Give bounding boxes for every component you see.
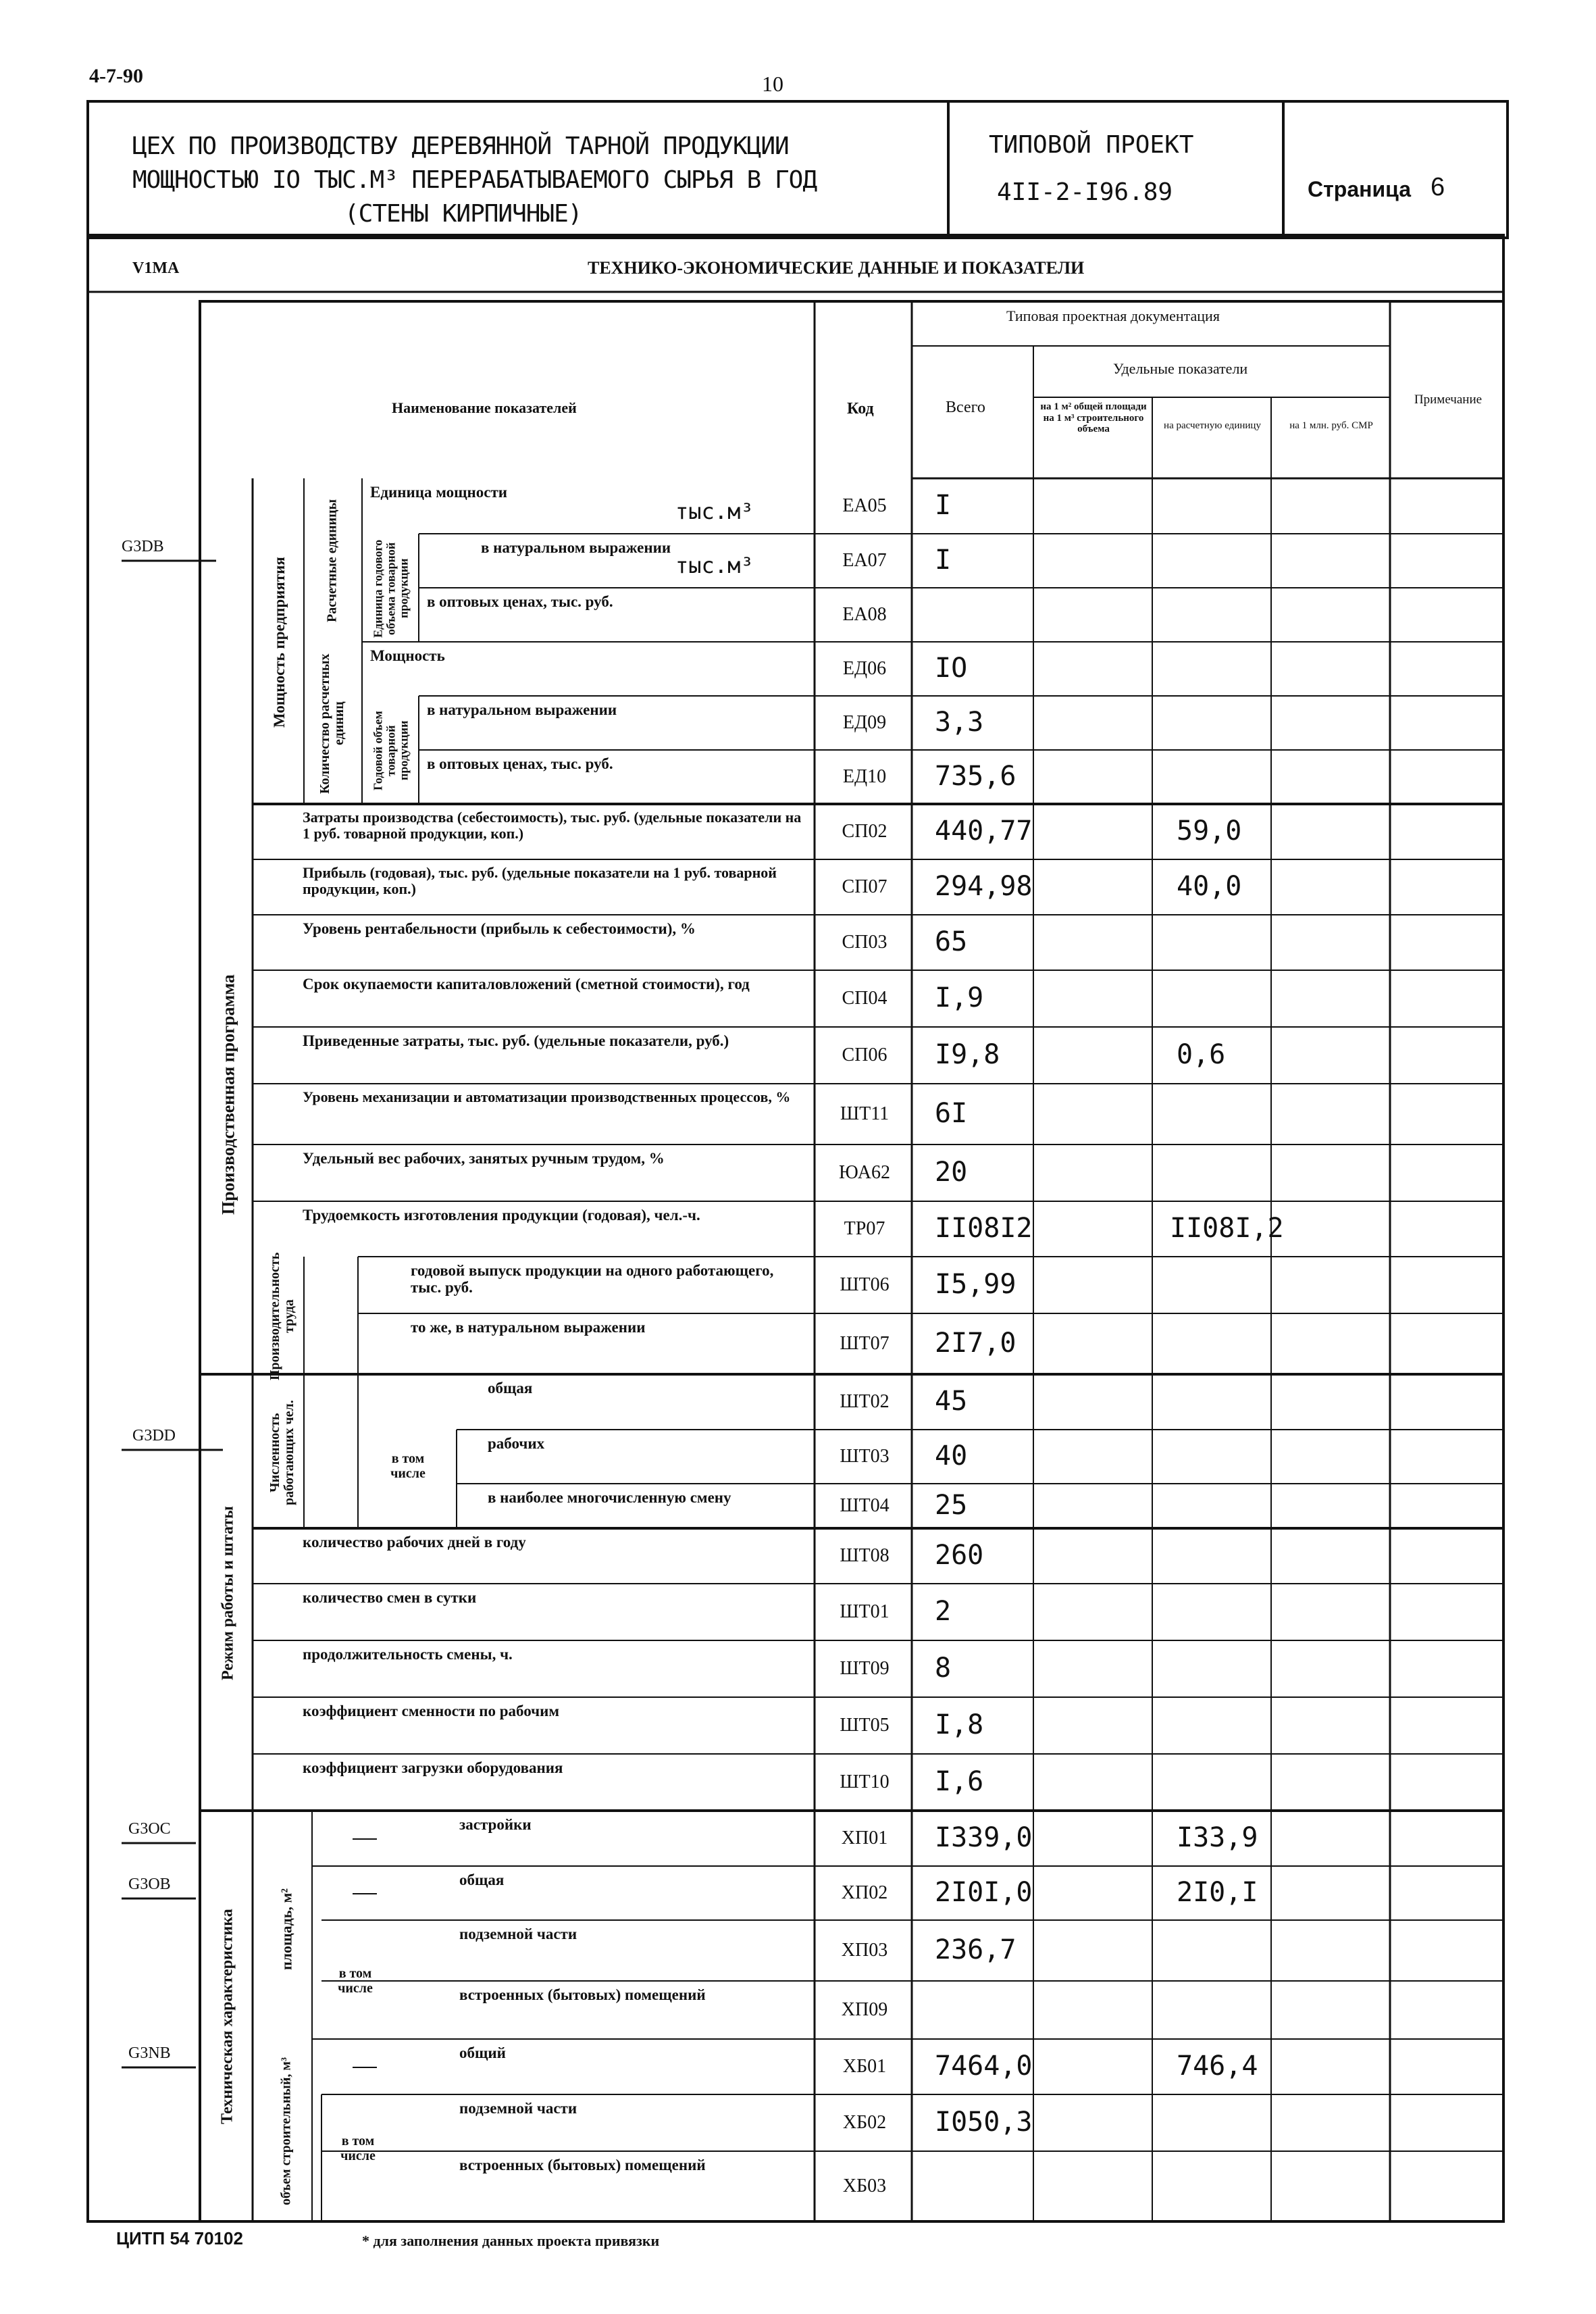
margin-code-g3db: G3DB xyxy=(122,538,164,555)
row-label: в натуральном выражении xyxy=(427,701,617,718)
col-per-unit-header: на расчетную единицу xyxy=(1164,420,1261,431)
row-specific-value: 59,0 xyxy=(1177,815,1242,847)
row-label: Приведенные затраты, тыс. руб. (удельные показатели, руб.) xyxy=(303,1032,729,1049)
row-label: Затраты производства (себестоимость), тыс. руб. (удельные показатели на 1 руб. товарной продукции, коп.) xyxy=(303,809,802,842)
row-label: Прибыль (годовая), тыс. руб. (удельные показатели на 1 руб. товарной продукции, коп.) xyxy=(303,864,777,898)
col-per-m2-header: на 1 м² общей площади на 1 м³ строительного объема xyxy=(1040,401,1147,434)
dash-mark xyxy=(353,2067,377,2068)
project-label: ТИПОВОЙ ПРОЕКТ xyxy=(989,131,1194,159)
row-total-value: I xyxy=(935,545,952,576)
group-productivity: Производительность труда xyxy=(267,1252,297,1380)
row-total-value: 260 xyxy=(935,1540,984,1571)
row-unit: тыс.м³ xyxy=(675,553,754,578)
incl-label-area: в том числе xyxy=(338,1966,373,1996)
row-code: ХБ02 xyxy=(842,2112,887,2133)
row-code: ШТ01 xyxy=(840,1601,890,1622)
row-total-value: 3,3 xyxy=(935,707,984,738)
row-code: СП07 xyxy=(842,876,887,897)
row-label: продолжительность смены, ч. xyxy=(303,1646,513,1663)
group-count-units: Количество расчетных единиц xyxy=(317,653,346,794)
row-label: коэффициент загрузки оборудования xyxy=(303,1759,563,1776)
row-code: ЕА08 xyxy=(842,604,887,625)
incl-label-volume: в том числе xyxy=(340,2134,376,2163)
col-name-header: Наименование показателей xyxy=(392,399,577,416)
row-code: ЕД10 xyxy=(842,766,887,787)
row-total-value: I339,0 xyxy=(935,1822,1033,1853)
row-label: встроенных (бытовых) помещений xyxy=(459,2157,706,2173)
row-total-value: 20 xyxy=(935,1157,968,1188)
section-code: V1MA xyxy=(132,259,180,277)
incl-label-headcount: в том числе xyxy=(390,1451,426,1481)
row-code: ШТ08 xyxy=(840,1545,890,1566)
group-volume: объем строительный, м³ xyxy=(278,2057,294,2205)
row-code: ШТ09 xyxy=(840,1658,890,1679)
row-total-value: 294,98 xyxy=(935,871,1033,902)
row-label: общая xyxy=(459,1871,505,1888)
row-specific-value: 746,4 xyxy=(1177,2051,1258,2082)
row-total-value: 236,7 xyxy=(935,1934,1016,1965)
row-label: Мощность xyxy=(370,647,445,664)
row-total-value: 7464,0 xyxy=(935,2051,1033,2082)
row-label: Трудоемкость изготовления продукции (годовая), чел.-ч. xyxy=(303,1207,700,1224)
group-area: площадь, м² xyxy=(278,1888,295,1971)
row-label: количество рабочих дней в году xyxy=(303,1534,526,1551)
col-per-mln-header: на 1 млн. руб. СМР xyxy=(1289,420,1373,431)
group-annual-volume: Годовой объем товарной продукции xyxy=(371,711,411,790)
footer-stamp: ЦИТП 54 70102 xyxy=(116,2228,243,2248)
row-total-value: IO xyxy=(935,653,968,684)
row-total-value: I,6 xyxy=(935,1766,984,1797)
dash-mark xyxy=(353,1893,377,1894)
row-label: встроенных (бытовых) помещений xyxy=(459,1986,706,2003)
row-label: рабочих xyxy=(488,1435,545,1452)
row-total-value: I9,8 xyxy=(935,1039,1000,1070)
row-label: в наиболее многочисленную смену xyxy=(488,1489,731,1506)
row-total-value: 40 xyxy=(935,1440,968,1472)
row-label: коэффициент сменности по рабочим xyxy=(303,1703,560,1719)
row-label: в оптовых ценах, тыс. руб. xyxy=(427,755,613,772)
row-code: ХП01 xyxy=(841,1828,888,1848)
row-unit: тыс.м³ xyxy=(675,499,754,524)
group-prod-program: Производственная программа xyxy=(218,974,238,1215)
group-work-mode: Режим работы и штаты xyxy=(219,1506,237,1680)
row-code: ХП02 xyxy=(841,1882,888,1903)
row-label: Уровень механизации и автоматизации производственных процессов, % xyxy=(303,1088,791,1105)
row-label: количество смен в сутки xyxy=(303,1589,477,1606)
row-code: ХП03 xyxy=(841,1940,888,1961)
row-total-value: 65 xyxy=(935,926,968,957)
row-total-value: I050,3 xyxy=(935,2107,1033,2138)
col-typical-header: Типовая проектная документация xyxy=(1006,307,1220,324)
row-total-value: 2 xyxy=(935,1596,952,1627)
sheet-code: 4-7-90 xyxy=(89,65,143,87)
group-calc-units: Расчетные единицы xyxy=(324,499,340,623)
row-total-value: 2I7,0 xyxy=(935,1328,1016,1359)
row-code: ШТ07 xyxy=(840,1333,890,1354)
col-total-header: Всего xyxy=(946,399,985,416)
row-code: ХБ01 xyxy=(842,2056,887,2077)
row-total-value: 8 xyxy=(935,1653,952,1684)
row-total-value: 25 xyxy=(935,1490,968,1521)
row-code: СП06 xyxy=(842,1045,887,1065)
row-label: застройки xyxy=(459,1816,532,1833)
row-code: ТР07 xyxy=(844,1218,885,1239)
group-annual-output: Единица годового объема товарной продукции xyxy=(371,539,411,638)
row-total-value: 6I xyxy=(935,1098,968,1129)
row-label: то же, в натуральном выражении xyxy=(411,1319,646,1336)
row-specific-value: II08I,2 xyxy=(1170,1213,1284,1244)
row-specific-value: 40,0 xyxy=(1177,871,1242,902)
col-code-header: Код xyxy=(847,400,874,418)
margin-code-g3ob: G3OB xyxy=(128,1876,171,1893)
row-code: ЕА05 xyxy=(842,495,887,516)
group-tech: Техническая характеристика xyxy=(218,1909,236,2125)
row-code: СП02 xyxy=(842,821,887,842)
row-total-value: I xyxy=(935,490,952,521)
title-line-1: ЦЕХ ПО ПРОИЗВОДСТВУ ДЕРЕВЯННОЙ ТАРНОЙ ПРОДУКЦИИ xyxy=(132,132,789,160)
margin-code-g3nb: G3NB xyxy=(128,2044,171,2062)
title-line-3: (СТЕНЫ КИРПИЧНЫЕ) xyxy=(344,200,582,228)
row-total-value: I,9 xyxy=(935,982,984,1013)
row-total-value: 2I0I,0 xyxy=(935,1877,1033,1908)
page-label: Страница xyxy=(1308,177,1411,201)
row-code: ХП09 xyxy=(841,1999,888,2020)
margin-code-g3oc: G3OC xyxy=(128,1820,171,1838)
page-value: 6 xyxy=(1431,173,1445,201)
row-label: Уровень рентабельности (прибыль к себестоимости), % xyxy=(303,920,696,937)
page-number: 10 xyxy=(762,72,783,96)
row-label: Удельный вес рабочих, занятых ручным трудом, % xyxy=(303,1150,665,1167)
row-code: ШТ11 xyxy=(840,1103,890,1124)
row-label: Срок окупаемости капиталовложений (сметной стоимости), год xyxy=(303,976,750,992)
row-code: СП04 xyxy=(842,988,887,1009)
dash-mark xyxy=(353,1838,377,1840)
row-specific-value: I33,9 xyxy=(1177,1822,1258,1853)
row-code: ШТ02 xyxy=(840,1391,890,1412)
row-label: годовой выпуск продукции на одного работающего, тыс. руб. xyxy=(411,1262,774,1297)
row-total-value: 440,77 xyxy=(935,815,1033,847)
title-line-2: МОЩНОСТЬЮ IO ТЫС.М³ ПЕРЕРАБАТЫВАЕМОГО СЫРЬЯ В ГОД xyxy=(132,166,817,194)
row-code: ЕД09 xyxy=(842,712,887,733)
row-label: общий xyxy=(459,2044,506,2061)
section-title: ТЕХНИКО-ЭКОНОМИЧЕСКИЕ ДАННЫЕ И ПОКАЗАТЕЛИ xyxy=(588,258,1085,278)
row-label: в натуральном выражении xyxy=(481,539,671,556)
row-total-value: I5,99 xyxy=(935,1269,1016,1300)
row-code: ЕА07 xyxy=(842,550,887,571)
row-code: ШТ06 xyxy=(840,1274,890,1295)
row-code: ШТ05 xyxy=(840,1715,890,1736)
row-code: ШТ10 xyxy=(840,1771,890,1792)
row-label: в оптовых ценах, тыс. руб. xyxy=(427,593,613,610)
footer-note: * для заполнения данных проекта привязки xyxy=(362,2232,660,2249)
row-specific-value: 0,6 xyxy=(1177,1039,1226,1070)
row-total-value: I,8 xyxy=(935,1709,984,1740)
row-code: ХБ03 xyxy=(842,2175,887,2196)
row-label: Единица мощности xyxy=(370,484,508,501)
margin-code-g3dd: G3DD xyxy=(132,1427,176,1444)
row-code: СП03 xyxy=(842,932,887,953)
col-specific-header: Удельные показатели xyxy=(1113,360,1248,377)
row-total-value: II08I2 xyxy=(935,1213,1033,1244)
row-code: ЮА62 xyxy=(839,1162,890,1183)
project-number: 4II-2-I96.89 xyxy=(997,178,1173,206)
row-total-value: 45 xyxy=(935,1386,968,1417)
row-total-value: 735,6 xyxy=(935,761,1016,792)
row-code: ЕД06 xyxy=(842,658,887,679)
group-capacity: Мощность предприятия xyxy=(270,557,288,728)
row-code: ШТ03 xyxy=(840,1446,890,1467)
row-label: подземной части xyxy=(459,2100,577,2117)
row-specific-value: 2I0,I xyxy=(1177,1877,1258,1908)
col-note-header: Примечание xyxy=(1414,393,1483,407)
row-label: общая xyxy=(488,1380,533,1397)
row-code: ШТ04 xyxy=(840,1495,890,1516)
row-label: подземной части xyxy=(459,1926,577,1942)
group-headcount: Численность работающих чел. xyxy=(267,1400,297,1505)
